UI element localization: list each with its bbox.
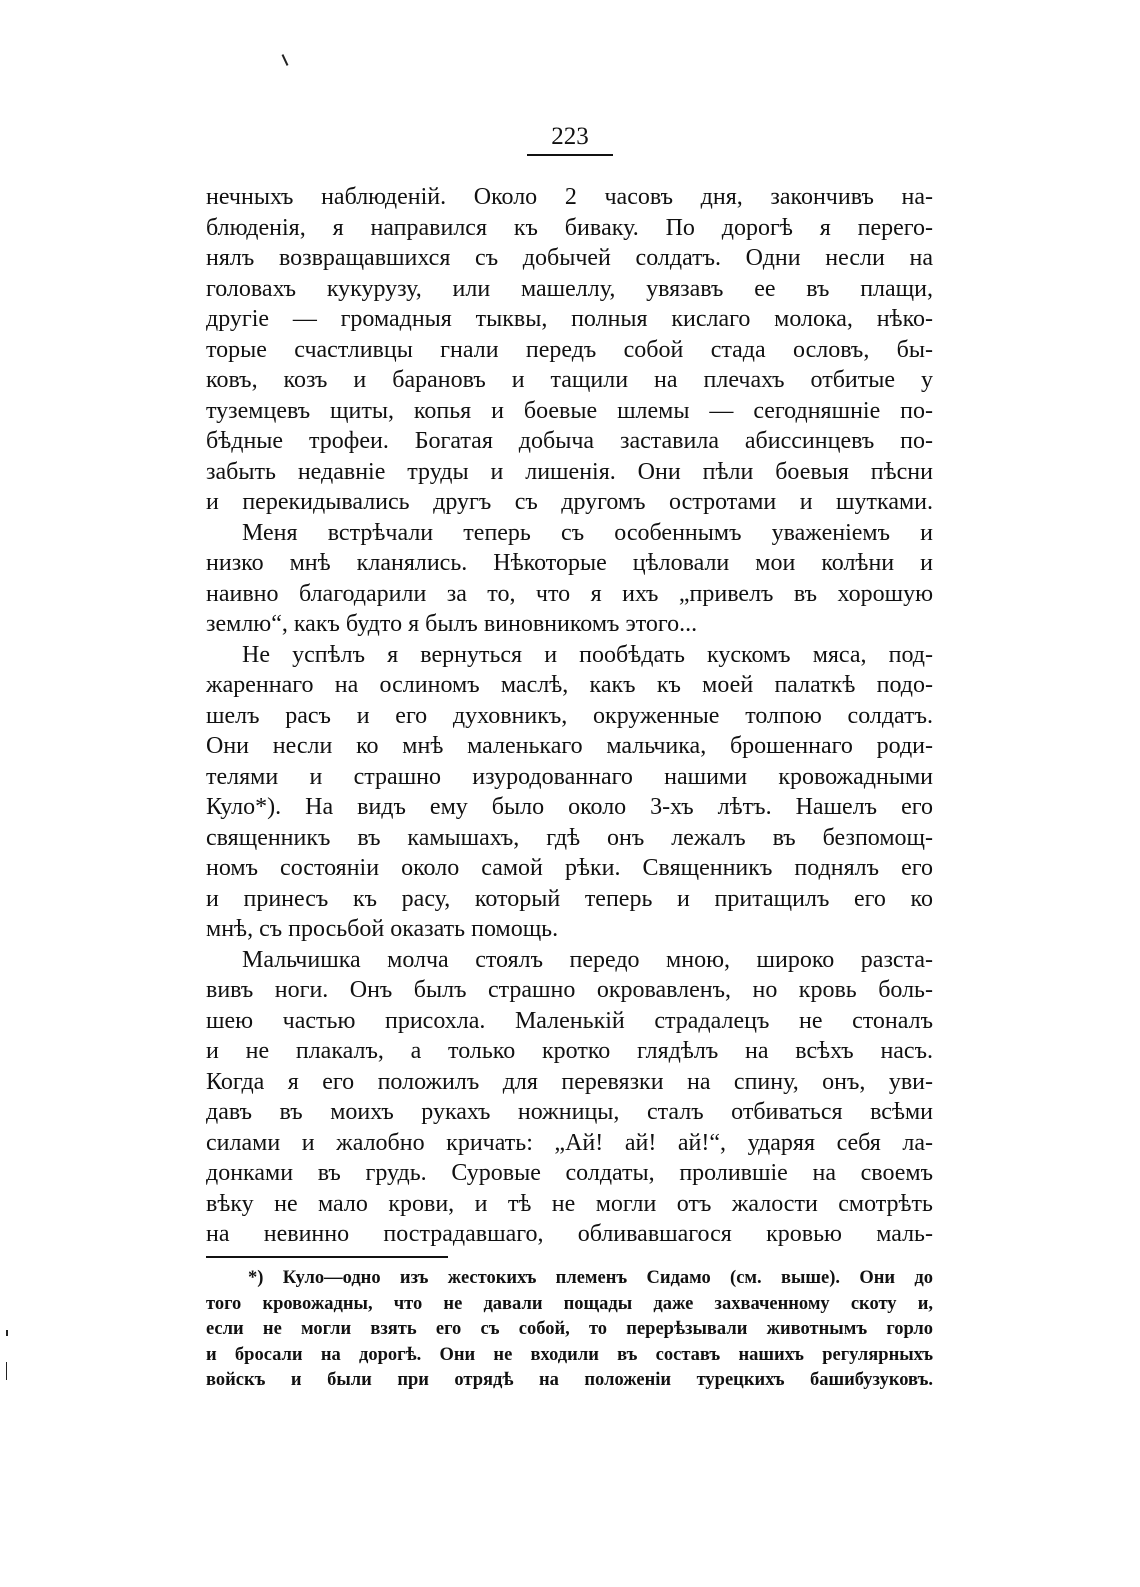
text-line: и перекидывались другъ съ другомъ остротами и шутками. <box>206 489 933 515</box>
body-text <box>206 182 933 1250</box>
scan-mark-left-2 <box>6 1362 7 1380</box>
text-line: телями и страшно изуродованнаго нашими кровожадными <box>206 763 933 790</box>
text-line: мнѣ, съ просьбой оказать помощь. <box>206 916 559 942</box>
paragraph-1 <box>206 182 933 518</box>
text-line: ковъ, козъ и барановъ и тащили на плечахъ отбитые у <box>206 367 933 393</box>
text-line: торые счастливцы гнали передъ собой стада ословъ, бы- <box>206 336 933 363</box>
footnote-line: того кровожадны, что не давали пощады даже захваченному скоту и, <box>206 1293 933 1314</box>
text-line: вивъ ноги. Онъ былъ страшно окровавленъ, но кровь боль- <box>206 977 933 1003</box>
text-line: другіе — громадныя тыквы, полныя кислаго молока, нѣко- <box>206 306 933 332</box>
footnote-divider <box>206 1256 448 1258</box>
text-line: номъ состояніи около самой рѣки. Священникъ поднялъ его <box>206 855 933 881</box>
text-line: силами и жалобно кричать: „Ай! ай! ай!“, ударяя себя ла- <box>206 1129 933 1156</box>
text-line: и принесъ къ расу, который теперь и притащилъ его ко <box>206 885 933 912</box>
footnote-line: *) Куло—одно изъ жестокихъ племенъ Сидамо (см. выше). Они до <box>248 1268 933 1288</box>
text-line: жареннаго на ослиномъ маслѣ, какъ къ моей палаткѣ подо- <box>206 672 933 698</box>
text-line: низко мнѣ кланялись. Нѣкоторые цѣловали мои колѣни и <box>206 550 933 576</box>
text-line: Куло*). На видъ ему было около 3-хъ лѣтъ. Нашелъ его <box>206 794 933 820</box>
footnote-line: войскъ и были при отрядѣ на положеніи турецкихъ башибузуковъ. <box>206 1370 933 1390</box>
text-line: бѣдные трофеи. Богатая добыча заставила абиссинцевъ по- <box>206 428 933 454</box>
footnote <box>206 1266 933 1394</box>
text-line: священникъ въ камышахъ, гдѣ онъ лежалъ въ безпомощ- <box>206 824 933 851</box>
text-line: забыть недавніе труды и лишенія. Они пѣли боевыя пѣсни <box>206 458 933 485</box>
text-line: нечныхъ наблюденій. Около 2 часовъ дня, закончивъ на- <box>206 184 933 210</box>
text-line: землю“, какъ будто я былъ виновникомъ этого... <box>206 611 698 637</box>
text-line: донками въ грудь. Суровые солдаты, пролившіе на своемъ <box>206 1160 933 1186</box>
text-line: наивно благодарили за то, что я ихъ „привелъ въ хорошую <box>206 580 933 607</box>
text-line: Когда я его положилъ для перевязки на спину, онъ, уви- <box>206 1068 933 1095</box>
text-line: головахъ кукурузу, или машеллу, увязавъ ее въ плащи, <box>206 275 933 302</box>
text-line: давъ въ моихъ рукахъ ножницы, сталъ отбиваться всѣми <box>206 1099 933 1125</box>
text-line: нялъ возвращавшихся съ добычей солдатъ. Одни несли на <box>206 245 933 271</box>
text-line: шелъ расъ и его духовникъ, окруженные толпою солдатъ. <box>206 702 933 729</box>
text-line: туземцевъ щиты, копья и боевые шлемы — сегодняшніе по- <box>206 397 933 424</box>
paragraph-3 <box>206 640 933 945</box>
text-line: вѣку не мало крови, и тѣ не могли отъ жалости смотрѣть <box>206 1190 933 1217</box>
text-line: Не успѣлъ я вернуться и пообѣдать кускомъ мяса, под- <box>242 641 933 668</box>
scan-mark-top <box>282 54 289 66</box>
page-number: 223 <box>527 122 613 156</box>
footnote-line: если не могли взять его съ собой, то перерѣзывали животнымъ горло <box>206 1319 933 1339</box>
text-line: Они несли ко мнѣ маленькаго мальчика, брошеннаго роди- <box>206 733 933 759</box>
paragraph-2 <box>206 518 933 640</box>
text-line: на невинно пострадавшаго, обливавшагося кровью маль- <box>206 1221 933 1247</box>
text-line: Мальчишка молча стоялъ передо мною, широко разста- <box>242 946 933 973</box>
scan-mark-left-1 <box>6 1330 8 1336</box>
footnote-line: и бросали на дорогѣ. Они не входили въ составъ нашихъ регулярныхъ <box>206 1344 933 1365</box>
text-line: Меня встрѣчали теперь съ особеннымъ уваженіемъ и <box>242 519 933 546</box>
text-line: и не плакалъ, а только кротко глядѣлъ на всѣхъ насъ. <box>206 1038 933 1064</box>
text-line: блюденія, я направился къ бивaку. По дорогѣ я перего- <box>206 214 933 241</box>
paragraph-4 <box>206 945 933 1250</box>
text-line: шею частью присохла. Маленькій страдалецъ не стоналъ <box>206 1007 933 1034</box>
